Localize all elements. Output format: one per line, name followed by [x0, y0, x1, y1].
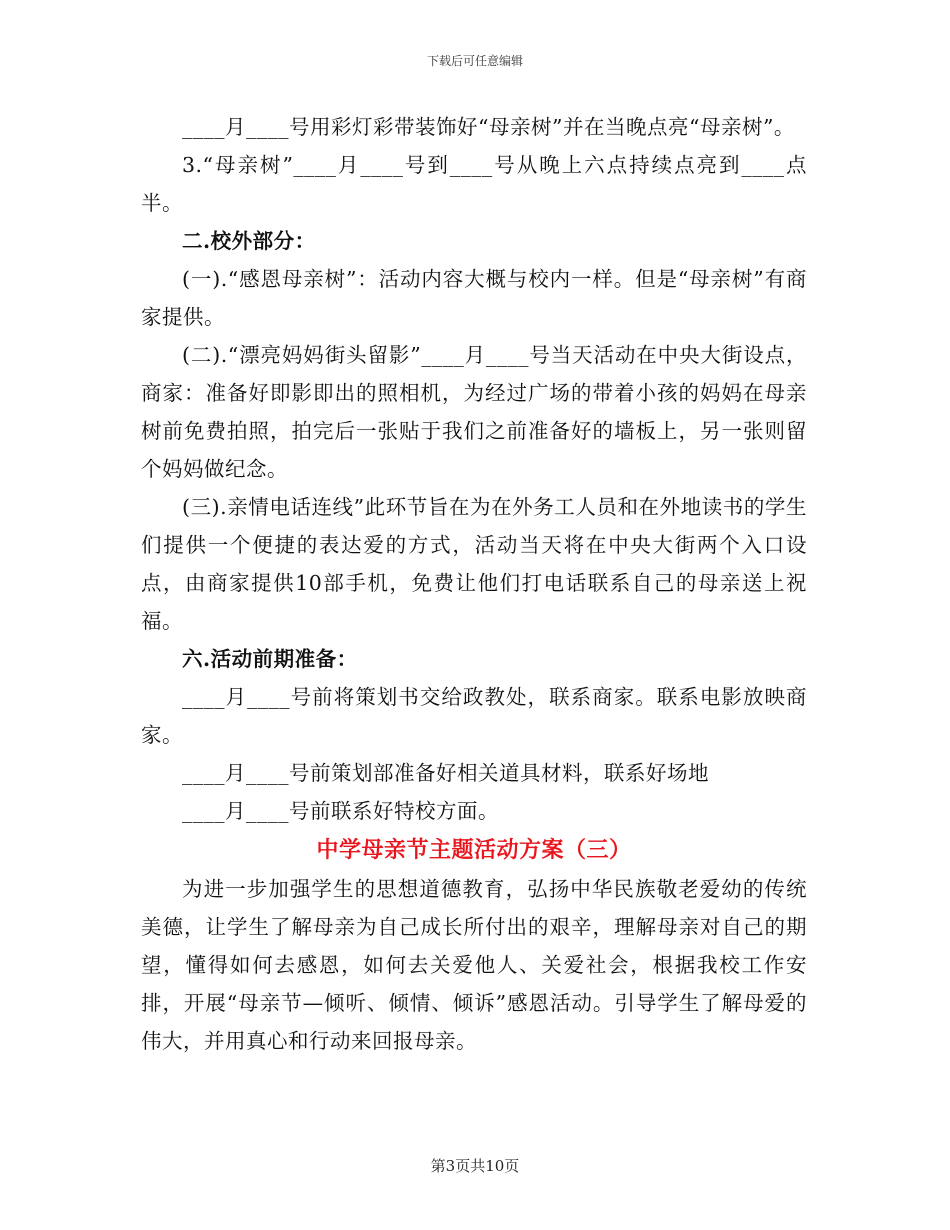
section-title: 中学母亲节主题活动方案（三） [316, 837, 632, 863]
paragraph-gratitude-tree: (一).“感恩母亲树”：活动内容大概与校内一样。但是“母亲树”有商家提供。 [141, 267, 807, 329]
heading-off-campus: 二.校外部分： [182, 229, 316, 253]
paragraph-phone-call: (三).亲情电话连线”此环节旨在为在外务工人员和在外地读书的学生们提供一个便捷的表达爱的方式，活动当天将在中央大街两个入口设点，由商家提供10部手机，免费让他们打电话联系自己的母亲送上祝福。 [141, 495, 807, 633]
header-note: 下载后可任意编辑 [426, 54, 523, 68]
paragraph-decoration: ____月____号用彩灯彩带装饰好“母亲树”并在当晚点亮“母亲树”。 [182, 115, 795, 139]
heading-preparation: 六.活动前期准备： [182, 647, 358, 671]
paragraph-street-photo: (二).“漂亮妈妈街头留影”____月____号当天活动在中央大街设点，商家：准备好即影即出的照相机，为经过广场的带着小孩的妈妈在母亲树前免费拍照，拍完后一张贴于我们之前准备好的墙板上，另一张则留个妈妈做纪念。 [141, 343, 807, 481]
paragraph-prep-3: ____月____号前联系好特校方面。 [182, 799, 499, 823]
page-indicator: 第3页共10页 [430, 1157, 520, 1175]
paragraph-prep-1: ____月____号前将策划书交给政教处，联系商家。联系电影放映商家。 [141, 685, 807, 747]
document-body [141, 108, 807, 1060]
paragraph-prep-2: ____月____号前策划部准备好相关道具材料，联系好场地 [182, 761, 709, 785]
paragraph-lighting-schedule: 3.“母亲树”____月____号到____号从晚上六点持续点亮到____点半。 [141, 153, 807, 215]
paragraph-intro: 为进一步加强学生的思想道德教育，弘扬中华民族敬老爱幼的传统美德，让学生了解母亲为自己成长所付出的艰辛，理解母亲对自己的期望，懂得如何去感恩，如何去关爱他人、关爱社会，根据我校工作安排，开展“母亲节—倾听、倾情、倾诉”感恩活动。引导学生了解母爱的伟大，并用真心和行动来回报母亲。 [141, 877, 807, 1053]
